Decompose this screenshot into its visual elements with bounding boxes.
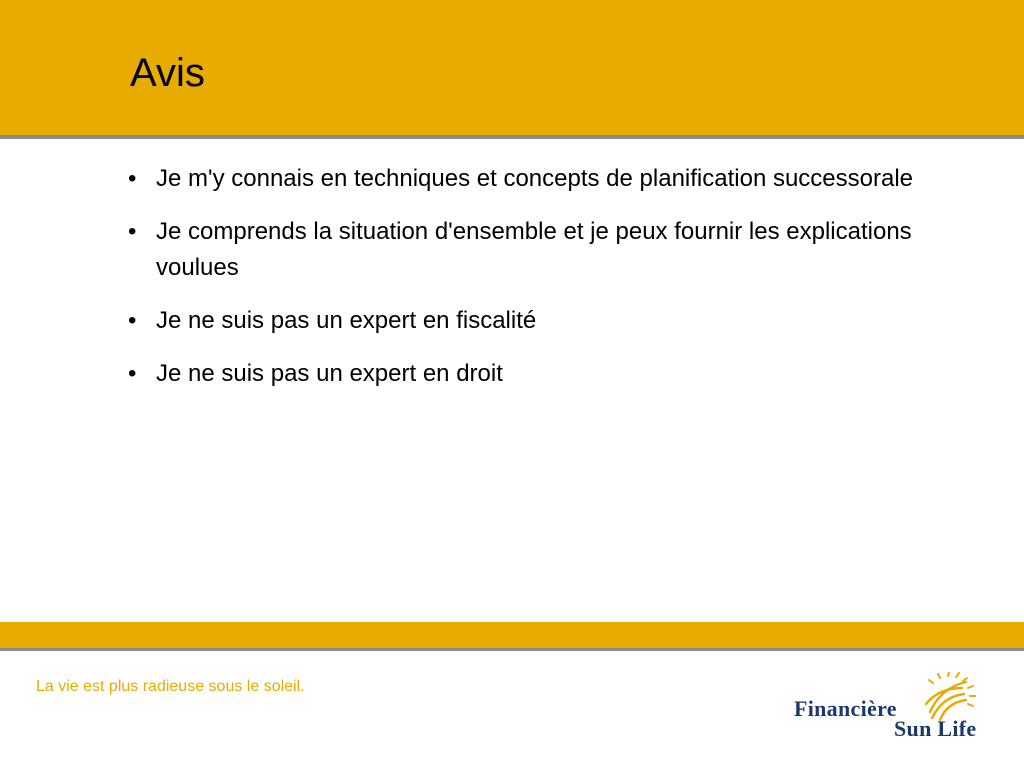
bullet-item (128, 356, 918, 392)
bullet-text: Je ne suis pas un expert en droit (156, 360, 503, 387)
bullet-item (128, 161, 918, 197)
bullet-text: Je ne suis pas un expert en fiscalité (156, 307, 537, 334)
company-logo (790, 672, 1000, 742)
bullet-marker: • (128, 307, 137, 334)
header-divider (0, 135, 1024, 139)
bullet-item (128, 303, 918, 339)
logo-text-line2: Sun Life (894, 716, 977, 741)
bullet-marker: • (128, 165, 137, 192)
sun-globe-icon (918, 672, 976, 722)
tagline: La vie est plus radieuse sous le soleil. (36, 678, 305, 695)
footer-divider (0, 648, 1024, 651)
bullet-marker: • (128, 218, 137, 245)
slide-title: Avis (130, 51, 205, 95)
bullet-marker: • (128, 360, 137, 387)
footer-band (0, 622, 1024, 648)
bullet-item (128, 214, 918, 286)
bullet-list (128, 161, 918, 409)
bullet-text: Je comprends la situation d'ensemble et je peux fournir les explications voulues (156, 218, 912, 281)
bullet-text: Je m'y connais en techniques et concepts de planification successorale (156, 165, 914, 192)
logo-text-line1: Financière (794, 696, 897, 721)
